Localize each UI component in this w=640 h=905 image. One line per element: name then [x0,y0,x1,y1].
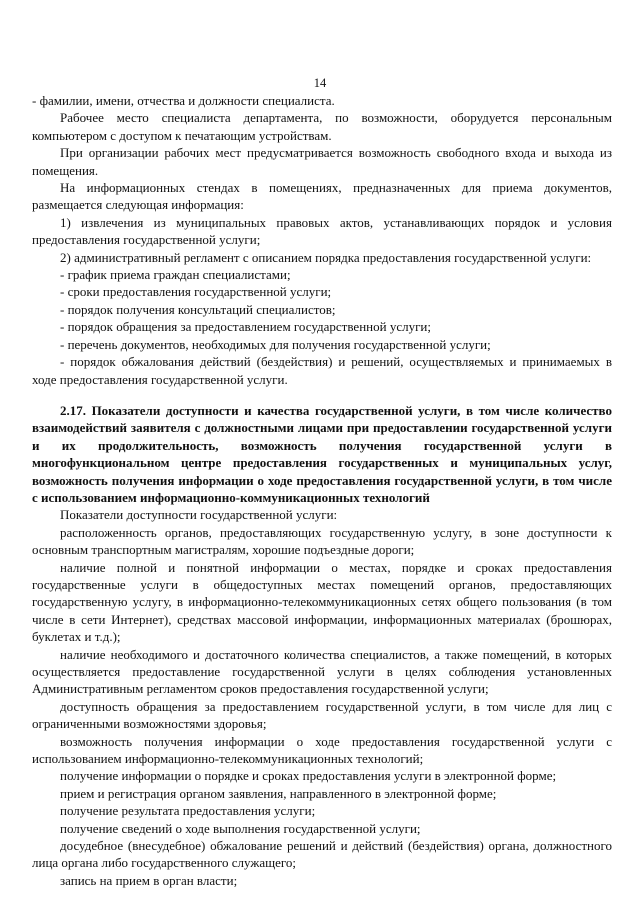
intro-section [32,92,612,388]
paragraph: - сроки предоставления государственной услуги; [60,284,332,300]
paragraph: - порядок получения консультаций специалистов; [60,301,336,317]
paragraph: получение информации о порядке и сроках предоставления услуги в электронной форме; [60,768,557,784]
indicators-section [32,506,612,889]
paragraph: возможность получения информации о ходе предоставления государственной услуги с использованием информационно-телекоммуникационных технологий; [32,733,612,767]
paragraph: прием и регистрация органом заявления, направленного в электронной форме; [60,785,497,801]
section-heading: 2.17. Показатели доступности и качества государственной услуги, в том числе количество взаимодействий заявителя с должностными лицами при предоставлении государственной услуги и их продолжительность, возможность получения государственной услуги в многофункциональном центре предоставления государственных и муниципальных услуг, возможность получения информации о ходе предоставления государственной услуги, в том числе с использованием информационно-коммуникационных технологий [32,402,612,505]
paragraph: доступность обращения за предоставлением государственной услуги, в том числе для лиц с ограниченными возможностями здоровья; [32,698,612,732]
paragraph: наличие необходимого и достаточного количества специалистов, а также помещений, в которых осуществляется предоставление государственной услуги в целях соблюдения установленных Административным регламентом сроков предоставления государственной услуги; [32,646,612,697]
page-number: 14 [313,76,327,90]
section-gap [32,388,612,402]
paragraph: наличие полной и понятной информации о местах, порядке и сроках предоставления государственные услуги в общедоступных местах помещений органов, предоставляющих государственную услугу, в информационно-телекоммуникационных сетях общего пользования (в том числе в сети Интернет), средствах массовой информации, информационных материалах (брошюрах, буклетах и т.д.); [32,559,612,645]
paragraph: получение результата предоставления услуги; [60,803,316,819]
paragraph: 1) извлечения из муниципальных правовых актов, устанавливающих порядок и условия предоставления государственной услуги; [32,214,612,248]
paragraph: При организации рабочих мест предусматривается возможность свободного входа и выхода из помещения. [32,145,612,178]
paragraph: - порядок обжалования действий (бездействия) и решений, осуществляемых и принимаемых в ходе предоставления государственной услуги. [32,354,612,387]
paragraph: Показатели доступности государственной услуги: [60,507,338,523]
paragraph: - порядок обращения за предоставлением государственной услуги; [60,319,431,335]
paragraph: - перечень документов, необходимых для получения государственной услуги; [60,336,491,352]
page-content [32,92,612,889]
paragraph: запись на прием в орган власти; [60,872,238,888]
paragraph: На информационных стендах в помещениях, предназначенных для приема документов, размещается следующая информация: [32,180,612,213]
paragraph: досудебное (внесудебное) обжалование решений и действий (бездействия) органа, должностного лица органа либо государственного служащего; [32,838,612,871]
paragraph: - график приема граждан специалистами; [60,267,291,283]
section-heading-block [32,402,612,506]
paragraph: - фамилии, имени, отчества и должности специалиста. [32,93,335,108]
paragraph: расположенность органов, предоставляющих государственную услугу, в зоне доступности к основным транспортным магистралям, хорошие подъездные дороги; [32,524,612,558]
paragraph: Рабочее место специалиста департамента, по возможности, оборудуется персональным компьютером с доступом к печатающим устройствам. [32,110,612,143]
paragraph: 2) административный регламент с описанием порядка предоставления государственной услуги: [60,249,592,265]
paragraph: получение сведений о ходе выполнения государственной услуги; [60,820,421,836]
